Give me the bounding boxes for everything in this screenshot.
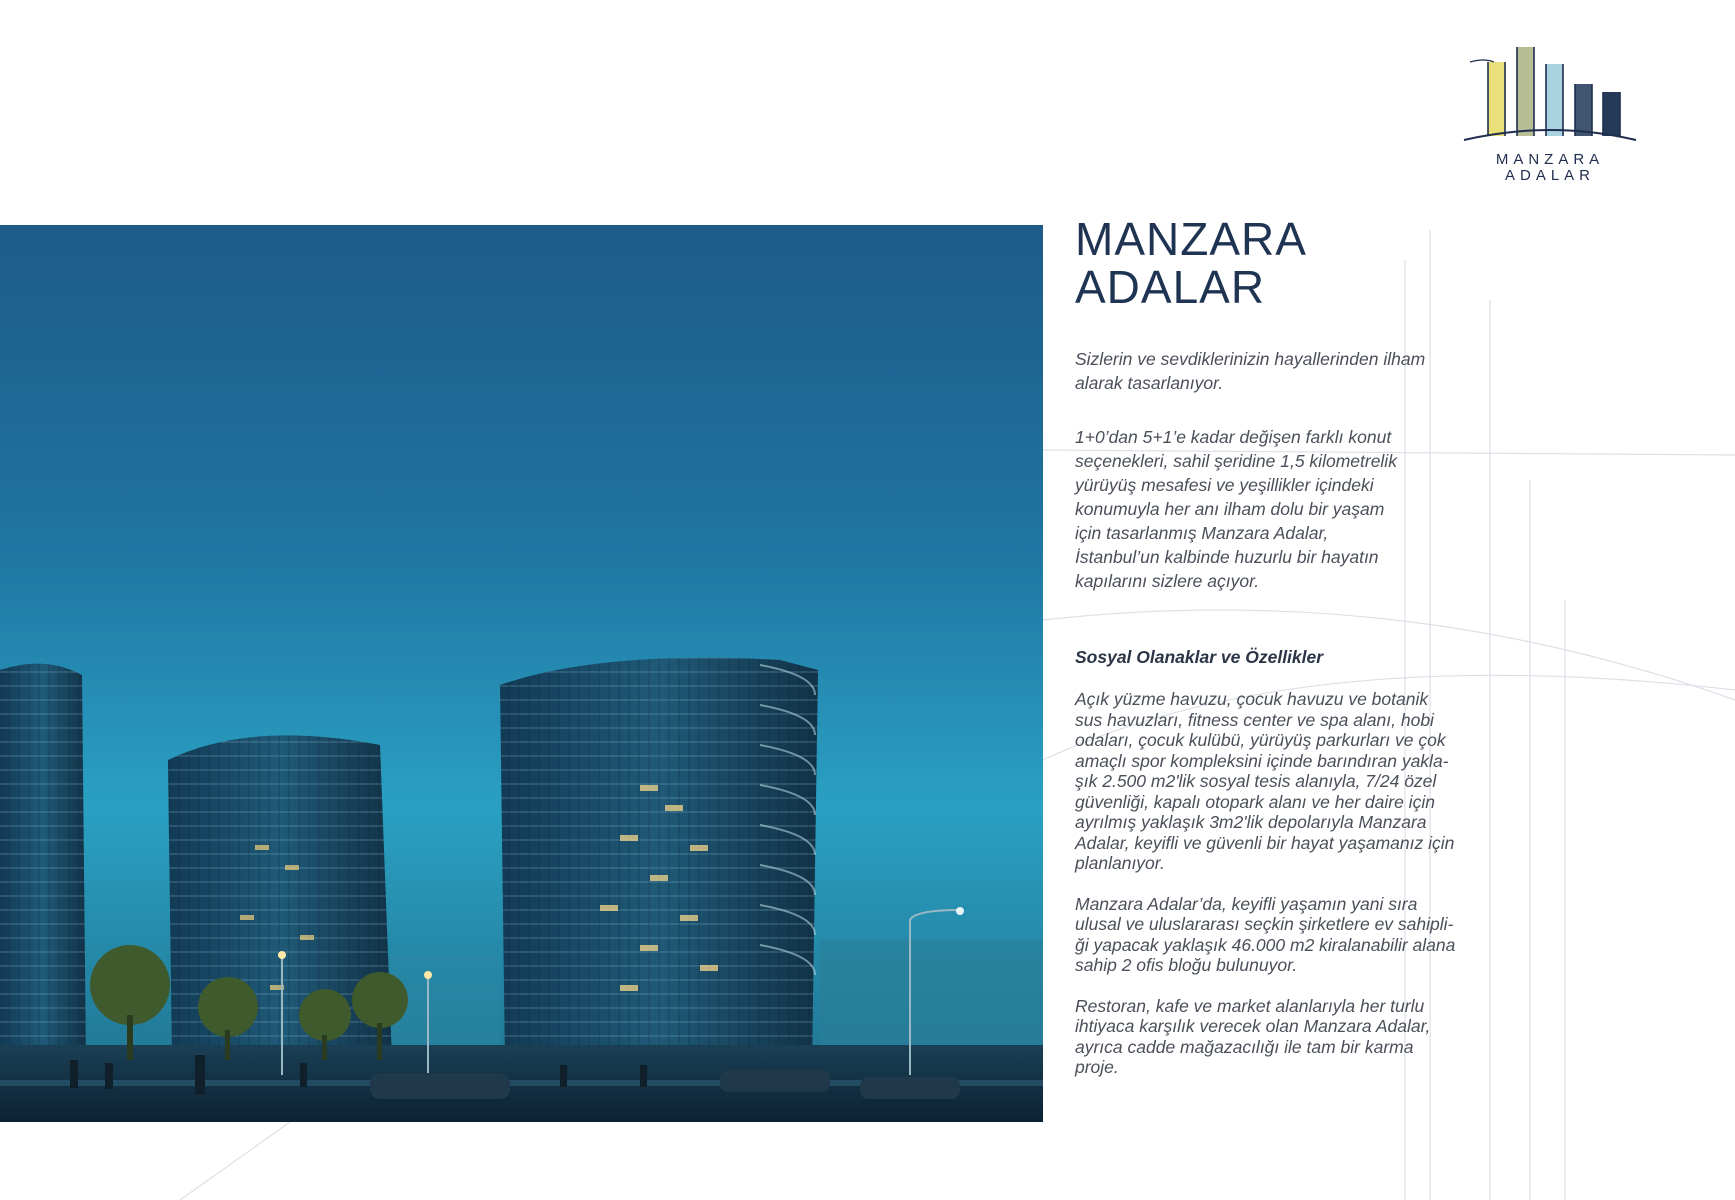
article-column — [1075, 215, 1635, 1078]
logo-bars-graphic — [1460, 40, 1640, 150]
intro-paragraph: Sizlerin ve sevdiklerinizin hayallerinden ilham alarak tasarlanıyor. — [1075, 349, 1426, 393]
title-line1: MANZARA — [1075, 213, 1307, 265]
description-paragraph: 1+0’dan 5+1’e kadar değişen farklı konut seçenekleri, sahil şeridine 1,5 kilometrelik yürüyüş mesafesi ve yeşillikler içindeki konumuyla her anı ilham dolu bir yaşam için tasarlanmış Manzara Adalar, İstanbul’un kalbinde huzurlu bir hayatın kapılarını sizlere açıyor. — [1075, 427, 1397, 591]
page-title — [1075, 215, 1635, 311]
brand-logo — [1460, 40, 1640, 190]
logo-text-line1: MANZARA — [1495, 151, 1605, 168]
retail-paragraph: Restoran, kafe ve market alanlarıyla her turlu ihtiyaca karşılık verecek olan Manzara Adalar, ayrıca cadde mağazacılığı ile tam bir karma proje. — [1075, 995, 1431, 1077]
offices-paragraph: Manzara Adalar’da, keyifli yaşamın yani sıra ulusal ve uluslararası seçkin şirketlere ev sahipli- ği yapacak yaklaşık 46.000 m2 kiralanabilir alana sahip 2 ofis bloğu bulunuyor. — [1075, 893, 1456, 975]
section-heading: Sosyal Olanaklar ve Özellikler — [1075, 647, 1324, 667]
amenities-paragraph: Açık yüzme havuzu, çocuk havuzu ve botanik sus havuzları, fitness center ve spa alanı, hobi odaları, çocuk kulübü, yürüyüş parkurları ve çok amaçlı spor kompleksini içinde barındıran yakla- şık 2.500 m2'lik sosyal tesis alanıyla, 7/24 özel güvenliği, kapalı otopark alanı ve her daire için ayrılmış yaklaşık 3m2'lik depolarıyla Manzara Adalar, keyifli ve güvenli bir hayat yaşamanız için planlanıyor. — [1075, 689, 1455, 873]
logo-text-line2: ADALAR — [1504, 167, 1596, 184]
title-line2: ADALAR — [1075, 261, 1266, 313]
building-rendering-image — [0, 225, 1043, 1122]
